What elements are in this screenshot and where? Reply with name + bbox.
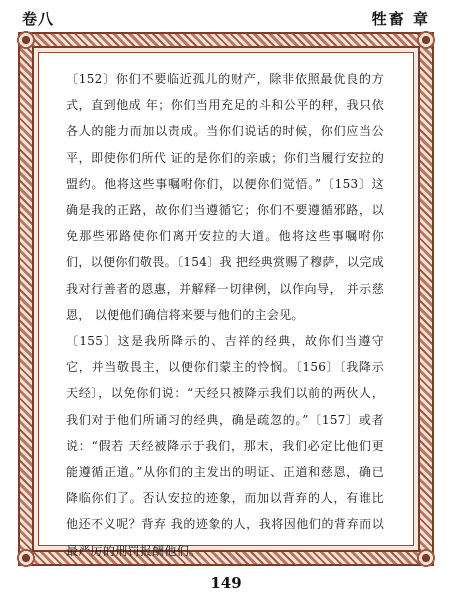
corner-ornament-icon bbox=[15, 29, 37, 51]
scripture-text bbox=[66, 66, 384, 564]
chapter-title: 牲畜 章 bbox=[371, 9, 430, 28]
corner-ornament-icon bbox=[15, 547, 37, 569]
corner-ornament-icon bbox=[415, 547, 437, 569]
corner-ornament-icon bbox=[415, 29, 437, 51]
paragraph: 〔155〕这是我所降示的、吉祥的经典，故你们当遵守它，并当敬畏主，以便你们蒙主的怜悯。〔156〕〔我降示天经〕，以免你们说：“天经只被降示我们以前的两伙人， 我们对于他们所诵习的经典，确是疏忽的。”〔157〕或者说：“假若 天经被降示于我们，那末，我们必定比他们更能遵循正道。”从你们的主发出的明证、正道和慈恩，确已降临你们了。否认安拉的迹象，而加以背弃的人，有谁比他还不义呢？背弃 我的迹象的人，我将因他们的背弃而以最严厉的刑罚报酬他们。 bbox=[66, 334, 384, 558]
paragraph: 〔152〕你们不要临近孤儿的财产，除非依照最优良的方式，直到他成 年；你们当用充足的斗和公平的秤，我只依各人的能力而加以责成。当你们说话的时候，你们应当公平，即使你们所代 证的是你们的亲戚；你们当履行安拉的盟约。他将这些事嘱咐你们，以便你们觉悟。”〔153〕这确是我的正路，故你们当遵循它；你们不要遵循邪路，以免那些邪路使你们离开安拉的大道。他将这些事嘱咐你们，以便你们敬畏。〔154〕我 把经典赏赐了穆萨，以完成我对行善者的恩惠，并解释一切律例，以作向导， 并示慈恩， 以便他们确信将来要与他们的主会见。 bbox=[66, 72, 384, 322]
page-number: 149 bbox=[210, 574, 242, 592]
running-header bbox=[22, 6, 430, 30]
volume-label: 卷八 bbox=[22, 9, 55, 28]
